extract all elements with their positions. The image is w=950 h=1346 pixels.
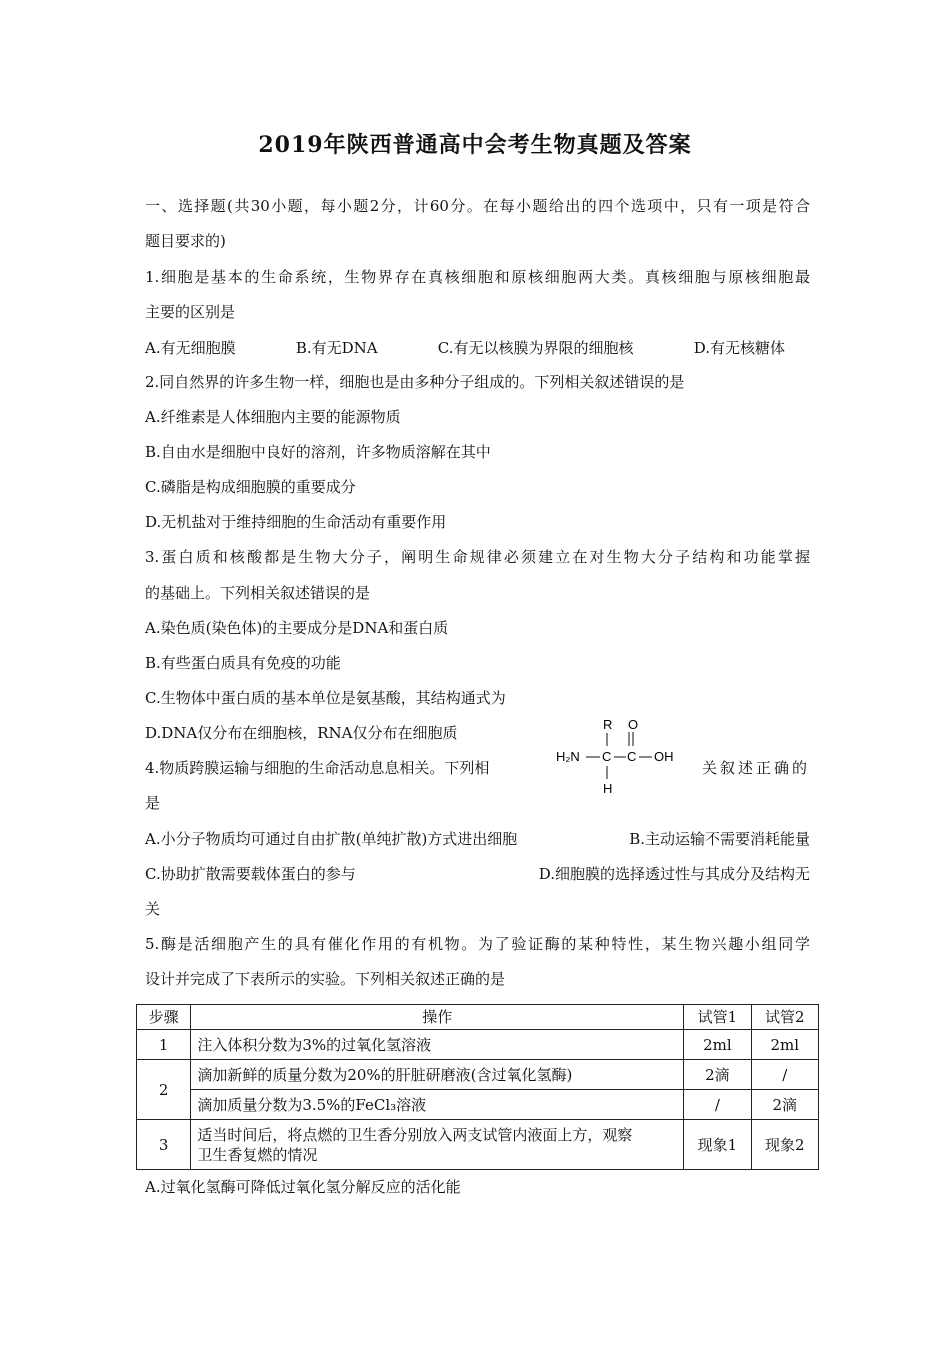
table-cell — [191, 1120, 684, 1170]
question-5-stem-cont: 设计并完成了下表所示的实验。下列相关叙述正确的是 — [145, 970, 506, 988]
table-cell: / — [751, 1060, 818, 1090]
table-row — [137, 1030, 819, 1060]
table-row — [137, 1090, 819, 1120]
option-d: D.DNA仅分布在细胞核，RNA仅分布在细胞质 — [145, 724, 458, 742]
question-1-options — [145, 338, 810, 358]
question-4-stem-left: 4.物质跨膜运输与细胞的生命活动息息相关。下列相 — [145, 759, 490, 777]
table-header-row — [137, 1005, 819, 1030]
experiment-table — [136, 1004, 819, 1170]
table-header: 步骤 — [137, 1005, 191, 1030]
option-c: C.有无以核膜为界限的细胞核 — [437, 339, 634, 357]
option-a: A.纤维素是人体细胞内主要的能源物质 — [145, 408, 401, 426]
question-4-stem-right: 关叙述正确的 — [701, 759, 810, 777]
table-cell: 滴加新鲜的质量分数为20%的肝脏研磨液(含过氧化氢酶) — [191, 1060, 684, 1090]
formula-c-alpha: C — [602, 749, 612, 764]
formula-oh: OH — [654, 749, 674, 764]
formula-r: R — [603, 717, 613, 732]
table-row — [137, 1060, 819, 1090]
option-b: B.有无DNA — [295, 339, 378, 357]
table-cell: 2 — [137, 1060, 191, 1120]
question-4-stem-cont: 是 — [145, 794, 161, 812]
table-cell: 2ml — [684, 1030, 751, 1060]
table-cell: 1 — [137, 1030, 191, 1060]
formula-h: H — [603, 781, 613, 796]
table-row — [137, 1120, 819, 1170]
table-cell-line: 适当时间后，将点燃的卫生香分别放入两支试管内液面上方，观察 — [197, 1125, 633, 1144]
question-1-stem: 1.细胞是基本的生命系统，生物界存在真核细胞和原核细胞两大类。真核细胞与原核细胞最 — [145, 268, 810, 286]
option-d: D.细胞膜的选择透过性与其成分及结构无 — [538, 865, 810, 883]
table-cell: 3 — [137, 1120, 191, 1170]
option-a: A.有无细胞膜 — [145, 339, 236, 357]
formula-o: O — [628, 717, 639, 732]
amino-acid-formula — [556, 716, 686, 796]
option-c: C.生物体中蛋白质的基本单位是氨基酸，其结构通式为 — [145, 689, 506, 707]
question-2-stem: 2.同自然界的许多生物一样，细胞也是由多种分子组成的。下列相关叙述错误的是 — [145, 373, 685, 391]
section-instructions-cont: 题目要求的) — [145, 232, 226, 250]
formula-h2n: H₂N — [556, 749, 580, 764]
page-title: 2019年陕西普通高中会考生物真题及答案 — [258, 132, 692, 158]
table-cell-line: 卫生香复燃的情况 — [197, 1145, 318, 1164]
table-header: 试管1 — [684, 1005, 751, 1030]
option-b: B.主动运输不需要消耗能量 — [629, 830, 810, 848]
table-header: 操作 — [191, 1005, 684, 1030]
option-a: A.小分子物质均可通过自由扩散(单纯扩散)方式进出细胞 — [145, 830, 518, 848]
option-d: D.无机盐对于维持细胞的生命活动有重要作用 — [145, 513, 447, 531]
question-3-stem: 3.蛋白质和核酸都是生物大分子，阐明生命规律必须建立在对生物大分子结构和功能掌握 — [145, 548, 810, 566]
option-b: B.有些蛋白质具有免疫的功能 — [145, 654, 341, 672]
table-cell: 注入体积分数为3%的过氧化氢溶液 — [191, 1030, 684, 1060]
question-4-stem — [145, 758, 810, 778]
option-c: C.协助扩散需要载体蛋白的参与 — [145, 865, 356, 883]
option-d: D.有无核糖体 — [693, 339, 785, 357]
question-4-options-ab — [145, 829, 810, 849]
formula-c-carboxyl: C — [627, 749, 637, 764]
question-4-options-cd — [145, 864, 810, 884]
table-cell: 滴加质量分数为3.5%的FeCl₃溶液 — [191, 1090, 684, 1120]
option-c: C.磷脂是构成细胞膜的重要成分 — [145, 478, 356, 496]
option-d-cont: 关 — [145, 900, 161, 918]
question-3-stem-cont: 的基础上。下列相关叙述错误的是 — [145, 584, 371, 602]
table-cell: 现象1 — [684, 1120, 751, 1170]
table-cell: 2滴 — [684, 1060, 751, 1090]
table-cell: / — [684, 1090, 751, 1120]
table-cell: 2ml — [751, 1030, 818, 1060]
table-header: 试管2 — [751, 1005, 818, 1030]
option-a: A.过氧化氢酶可降低过氧化氢分解反应的活化能 — [145, 1178, 461, 1196]
question-1-stem-cont: 主要的区别是 — [145, 303, 236, 321]
table-cell: 现象2 — [751, 1120, 818, 1170]
table-cell: 2滴 — [751, 1090, 818, 1120]
question-5-stem: 5.酶是活细胞产生的具有催化作用的有机物。为了验证酶的某种特性，某生物兴趣小组同学 — [145, 935, 810, 953]
option-a: A.染色质(染色体)的主要成分是DNA和蛋白质 — [145, 619, 449, 637]
option-b: B.自由水是细胞中良好的溶剂，许多物质溶解在其中 — [145, 443, 491, 461]
section-instructions: 一、选择题(共30小题，每小题2分，计60分。在每小题给出的四个选项中，只有一项是符合 — [145, 197, 810, 215]
